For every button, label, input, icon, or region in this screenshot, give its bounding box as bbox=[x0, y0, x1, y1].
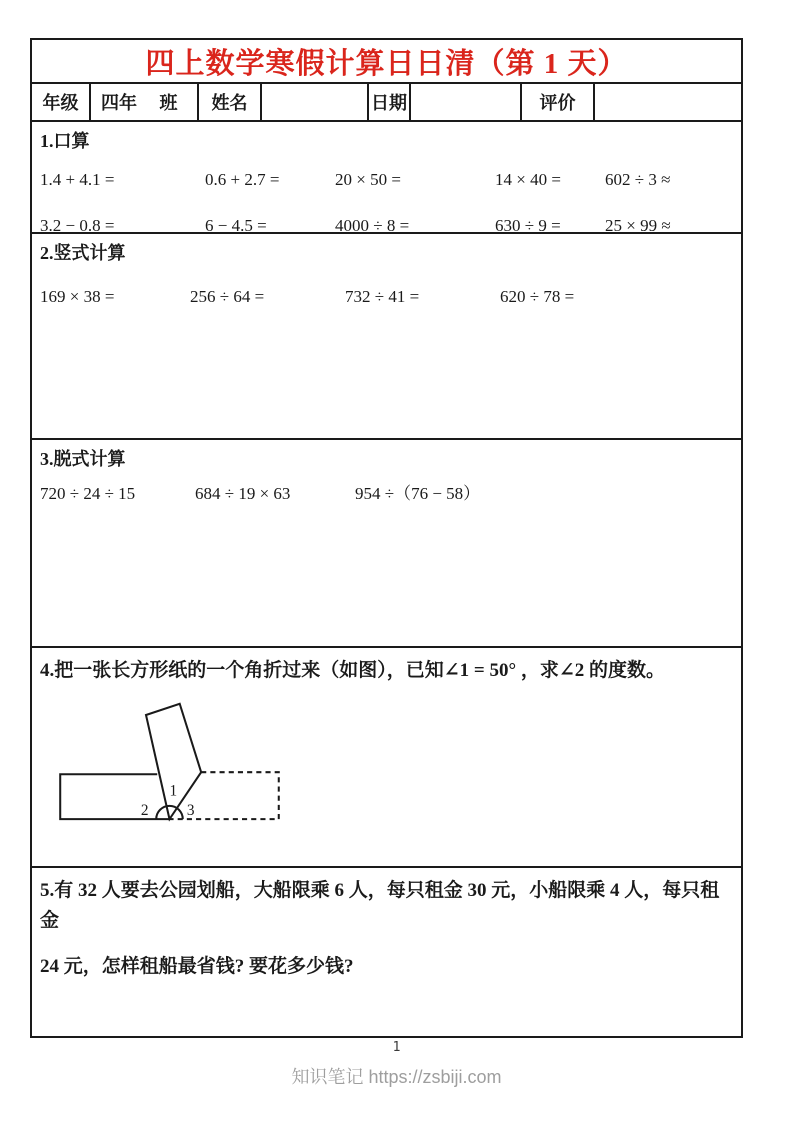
info-header-row bbox=[32, 84, 741, 122]
angle1-label: 1 bbox=[169, 782, 178, 800]
folded-paper-figure bbox=[50, 700, 290, 828]
oral-problem: 602 ÷ 3 ≈ bbox=[605, 170, 671, 189]
oral-problem: 20 × 50 = bbox=[335, 170, 401, 189]
section-stepwise-calculation bbox=[32, 440, 741, 648]
oral-problem: 14 × 40 = bbox=[495, 170, 561, 189]
section-boat-problem bbox=[32, 868, 741, 1036]
vertical-problem: 732 ÷ 41 = bbox=[345, 287, 420, 306]
oral-problem: 4000 ÷ 8 = bbox=[335, 216, 410, 235]
name-label: 姓名 bbox=[199, 84, 262, 120]
stepwise-problem: 954 ÷（76 − 58） bbox=[355, 484, 481, 503]
oral-problem: 0.6 + 2.7 = bbox=[205, 170, 280, 189]
rectangle-solid-edges bbox=[60, 774, 169, 819]
vertical-problem: 620 ÷ 78 = bbox=[500, 287, 575, 306]
section-angle-problem bbox=[32, 648, 741, 868]
section1-heading: 1.口算 bbox=[40, 131, 90, 151]
oral-problem: 630 ÷ 9 = bbox=[495, 216, 561, 235]
section3-heading: 3.脱式计算 bbox=[40, 449, 126, 469]
oral-problem: 6 − 4.5 = bbox=[205, 216, 267, 235]
title-row bbox=[32, 40, 741, 84]
oral-problem: 1.4 + 4.1 = bbox=[40, 170, 115, 189]
worksheet-table bbox=[30, 38, 743, 1038]
stepwise-problem: 720 ÷ 24 ÷ 15 bbox=[40, 484, 136, 503]
rating-blank-field bbox=[595, 84, 741, 120]
page-number: 1 bbox=[392, 1040, 401, 1055]
vertical-problems-row bbox=[40, 286, 733, 308]
oral-problem: 25 × 99 ≈ bbox=[605, 216, 671, 235]
stepwise-problems-row bbox=[40, 483, 733, 505]
section-vertical-calculation bbox=[32, 234, 741, 440]
footer-site-text: 知识笔记 https://zsbiji.com bbox=[291, 1067, 502, 1087]
angle2-label: 2 bbox=[140, 802, 149, 820]
oral-problem: 3.2 − 0.8 = bbox=[40, 216, 115, 235]
date-blank-field bbox=[411, 84, 522, 120]
oral-problems-row1 bbox=[40, 169, 733, 191]
name-blank-field bbox=[262, 84, 369, 120]
rating-label: 评价 bbox=[522, 84, 595, 120]
grade-value: 四年 班 bbox=[91, 84, 199, 120]
vertical-problem: 256 ÷ 64 = bbox=[190, 287, 265, 306]
grade-label: 年级 bbox=[32, 84, 91, 120]
angle3-label: 3 bbox=[186, 802, 195, 820]
section2-heading: 2.竖式计算 bbox=[40, 243, 126, 263]
stepwise-problem: 684 ÷ 19 × 63 bbox=[195, 484, 291, 503]
page-title: 四上数学寒假计算日日清（第 1 天） bbox=[145, 47, 628, 80]
angle-problem-text: 4.把一张长方形纸的一个角折过来（如图），已知∠1 = 50° ，求∠2 的度数。 bbox=[40, 660, 666, 681]
vertical-problem: 169 × 38 = bbox=[40, 287, 115, 306]
boat-problem-line2: 24 元，怎样租船最省钱? 要花多少钱? bbox=[40, 956, 354, 977]
date-label: 日期 bbox=[369, 84, 411, 120]
section-oral-calculation bbox=[32, 122, 741, 234]
boat-problem-line1: 5.有 32 人要去公园划船，大船限乘 6 人，每只租金 30 元，小船限乘 4 人，每只租金 bbox=[40, 880, 720, 931]
